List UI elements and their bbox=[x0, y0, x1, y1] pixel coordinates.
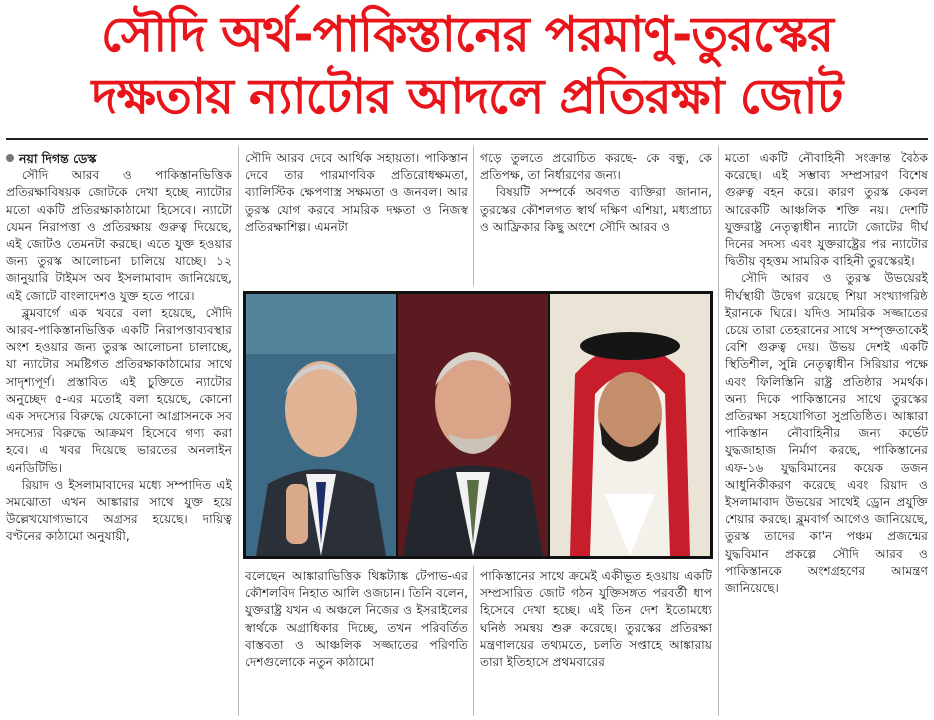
portrait-center bbox=[398, 294, 548, 556]
article-column-2-bottom bbox=[245, 568, 468, 718]
headline-line-1: সৌদি অর্থ-পাকিস্তানের পরমাণু-তুরস্কের bbox=[100, 6, 834, 63]
leaders-photo bbox=[243, 291, 713, 559]
paragraph: বলেছেন আঙ্কারাভিত্তিক থিঙ্কট্যাঙ্ক টেপাভ-এর কৌশলবিদ নিহাত আলি ওজচান। তিনি বলেন, যুক্তরাষ্ট্র যখন এ অঞ্চলে নিজের ও ইসরাইলের স্বার্থকে অগ্রাধিকার দিচ্ছে, তখন পরিবর্তিত বাস্তবতা ও আঞ্চলিক সজ্জাতের পরিণতি দেশগুলোকে নতুন কাঠামো bbox=[245, 569, 468, 670]
article-column-4 bbox=[725, 150, 928, 718]
paragraph: রিয়াদ ও ইসলামাবাদের মধ্যে সম্পাদিত এই সমঝোতা এখন আঙ্কারার সাথে যুক্ত হয়ে উল্লেখযোগ্যভাবে অগ্রসর হয়েছে। দায়িত্ব বণ্টনের কাঠামো অনুযায়ী, bbox=[6, 477, 232, 544]
column-divider bbox=[718, 146, 719, 716]
column-divider bbox=[473, 566, 474, 716]
headline-rule bbox=[6, 138, 928, 140]
paragraph: মতো একটি নৌবাহিনী সংক্রান্ত বৈঠক করেছে। এই সম্ভাব্য সম্প্রসারণ বিশেষ গুরুত্ব বহন করে। কারণ তুরস্ক কেবল আরেকটি আঞ্চলিক শক্তি নয়। দেশটি যুক্তরাষ্ট্র নেতৃত্বাধীন ন্যাটো জোটের দীর্ঘ দিনের সদস্য এবং যুক্তরাষ্ট্রের পর ন্যাটোর দ্বিতীয় বৃহত্তম সামরিক বাহিনী তুরস্কেরই। bbox=[725, 151, 928, 269]
paragraph: পাকিস্তানের সাথে ক্রমেই একীভূত হওয়ায় একটি সম্প্রসারিত জোট গঠন যুক্তিসঙ্গত পরবর্তী ধাপ হিসেবে দেখা হচ্ছে। এই তিন দেশ ইতোমধ্যে ঘনিষ্ঠ সমন্বয় শুরু করেছে। তুরস্কের প্রতিরক্ষা মন্ত্রণালয়ের তথ্যমতে, চলতি সপ্তাহে আঙ্কারায় তারা ইতিহাসে প্রথমবারের bbox=[480, 569, 712, 670]
byline: নয়া দিগন্ত ডেস্ক bbox=[6, 150, 232, 167]
paragraph: ব্লুমবার্গে এক খবরে বলা হয়েছে, সৌদি আরব-পাকিস্তানভিত্তিক একটি নিরাপত্তাব্যবস্থার অংশ হওয়ার জন্য তুরস্ক আলোচনা চালাচ্ছে, যা ন্যাটোর সমষ্টিগত প্রতিরক্ষাকাঠামোর সাথে সাদৃশ্যপূর্ণ। প্রস্তাবিত এই চুক্তিতে ন্যাটোর অনুচ্ছেদ ৫-এর মতোই বলা হয়েছে, কোনো এক সদস্যের বিরুদ্ধে যেকোনো আগ্রাসনকে সব সদস্যের বিরুদ্ধে আক্রমণ হিসেবে গণ্য করা হবে। এ খবর দিয়েছে ভারতের অনলাইন এনডিটিভি। bbox=[6, 305, 232, 475]
paragraph: সৌদি আরব ও তুরস্ক উভয়েরই দীর্ঘস্থায়ী উদ্বেগ রয়েছে শিয়া সংখ্যাগরিষ্ঠ ইরানকে ঘিরে। যদিও সামরিক সজ্জাতের চেয়ে তারা তেহরানের সাথে সম্পৃক্ততাকেই বেশি গুরুত্ব দেয়। উভয় দেশই একটি স্থিতিশীল, সুন্নি নেতৃত্বাধীন সিরিয়ার পক্ষে এবং ফিলিস্তিনি রাষ্ট্র প্রতিষ্ঠার সমর্থক। অন্য দিকে পাকিস্তানের সাথে তুরস্কের প্রতিরক্ষা সহযোগিতা সুপ্রতিষ্ঠিত। আঙ্কারা পাকিস্তান নৌবাহিনীর জন্য কর্ভেট যুদ্ধজাহাজ নির্মাণ করছে, পাকিস্তানের এফ-১৬ যুদ্ধবিমানের কয়েক ডজন আধুনিকীকরণ করেছে এবং রিয়াদ ও ইসলামাবাদ উভয়ের সাথেই ড্রোন প্রযুক্তি শেয়ার করছে। ব্লুমবার্গ আগেও জানিয়েছে, তুরস্ক তাদের কা'ন পঞ্চম প্রজন্মের যুদ্ধবিমান প্রকল্পে সৌদি আরব ও পাকিস্তানকে অংশগ্রহণের আমন্ত্রণ জানিয়েছে। bbox=[725, 271, 928, 596]
column-divider bbox=[238, 146, 239, 716]
grey-dot-icon bbox=[6, 154, 14, 162]
article-column-3-top bbox=[480, 150, 712, 288]
paragraph: গড়ে তুলতে প্ররোচিত করছে- কে বন্ধু, কে প্রতিপক্ষ, তা নির্ধারণের জন্য। bbox=[480, 151, 712, 183]
headline-line-2: দক্ষতায় ন্যাটোর আদলে প্রতিরক্ষা জোট bbox=[91, 68, 843, 125]
headline bbox=[0, 4, 934, 128]
article-column-3-bottom bbox=[480, 568, 712, 718]
portrait-right bbox=[550, 294, 710, 556]
article-column-1 bbox=[6, 150, 232, 718]
paragraph: সৌদি আরব ও পাকিস্তানভিত্তিক প্রতিরক্ষাবিষয়ক জোটকে দেখা হচ্ছে ন্যাটোর মতো একটি প্রতিরক্ষাকাঠামো হিসেবে। ন্যাটো যেমন নিরাপত্তা ও প্রতিরক্ষায় গুরুত্ব দিয়েছে, এই জোটও তেমনটা করছে। এতে যুক্ত হওয়ার জন্য তুরস্ক আলোচনা চালিয়ে যাচ্ছে। ১২ জানুয়ারি টাইমস অব ইসলামাবাদ জানিয়েছে, এই জোটে বাংলাদেশও যুক্ত হতে পারে। bbox=[6, 168, 232, 303]
column-divider bbox=[473, 146, 474, 286]
portrait-left bbox=[246, 294, 396, 556]
article-column-2-top bbox=[245, 150, 468, 288]
paragraph: সৌদি আরব দেবে আর্থিক সহায়তা। পাকিস্তান দেবে তার পারমাণবিক প্রতিরোধক্ষমতা, ব্যালিস্টিক ক্ষেপণাস্ত্র সক্ষমতা ও জনবল। আর তুরস্ক যোগ করবে সামরিক দক্ষতা ও নিজস্ব প্রতিরক্ষাশিল্প। এমনটা bbox=[245, 151, 468, 234]
paragraph: বিষয়টি সম্পর্কে অবগত ব্যক্তিরা জানান, তুরস্কের কৌশলগত স্বার্থ দক্ষিণ এশিয়া, মধ্যপ্রাচ্য ও আফ্রিকার কিছু অংশে সৌদি আরব ও bbox=[480, 185, 712, 234]
